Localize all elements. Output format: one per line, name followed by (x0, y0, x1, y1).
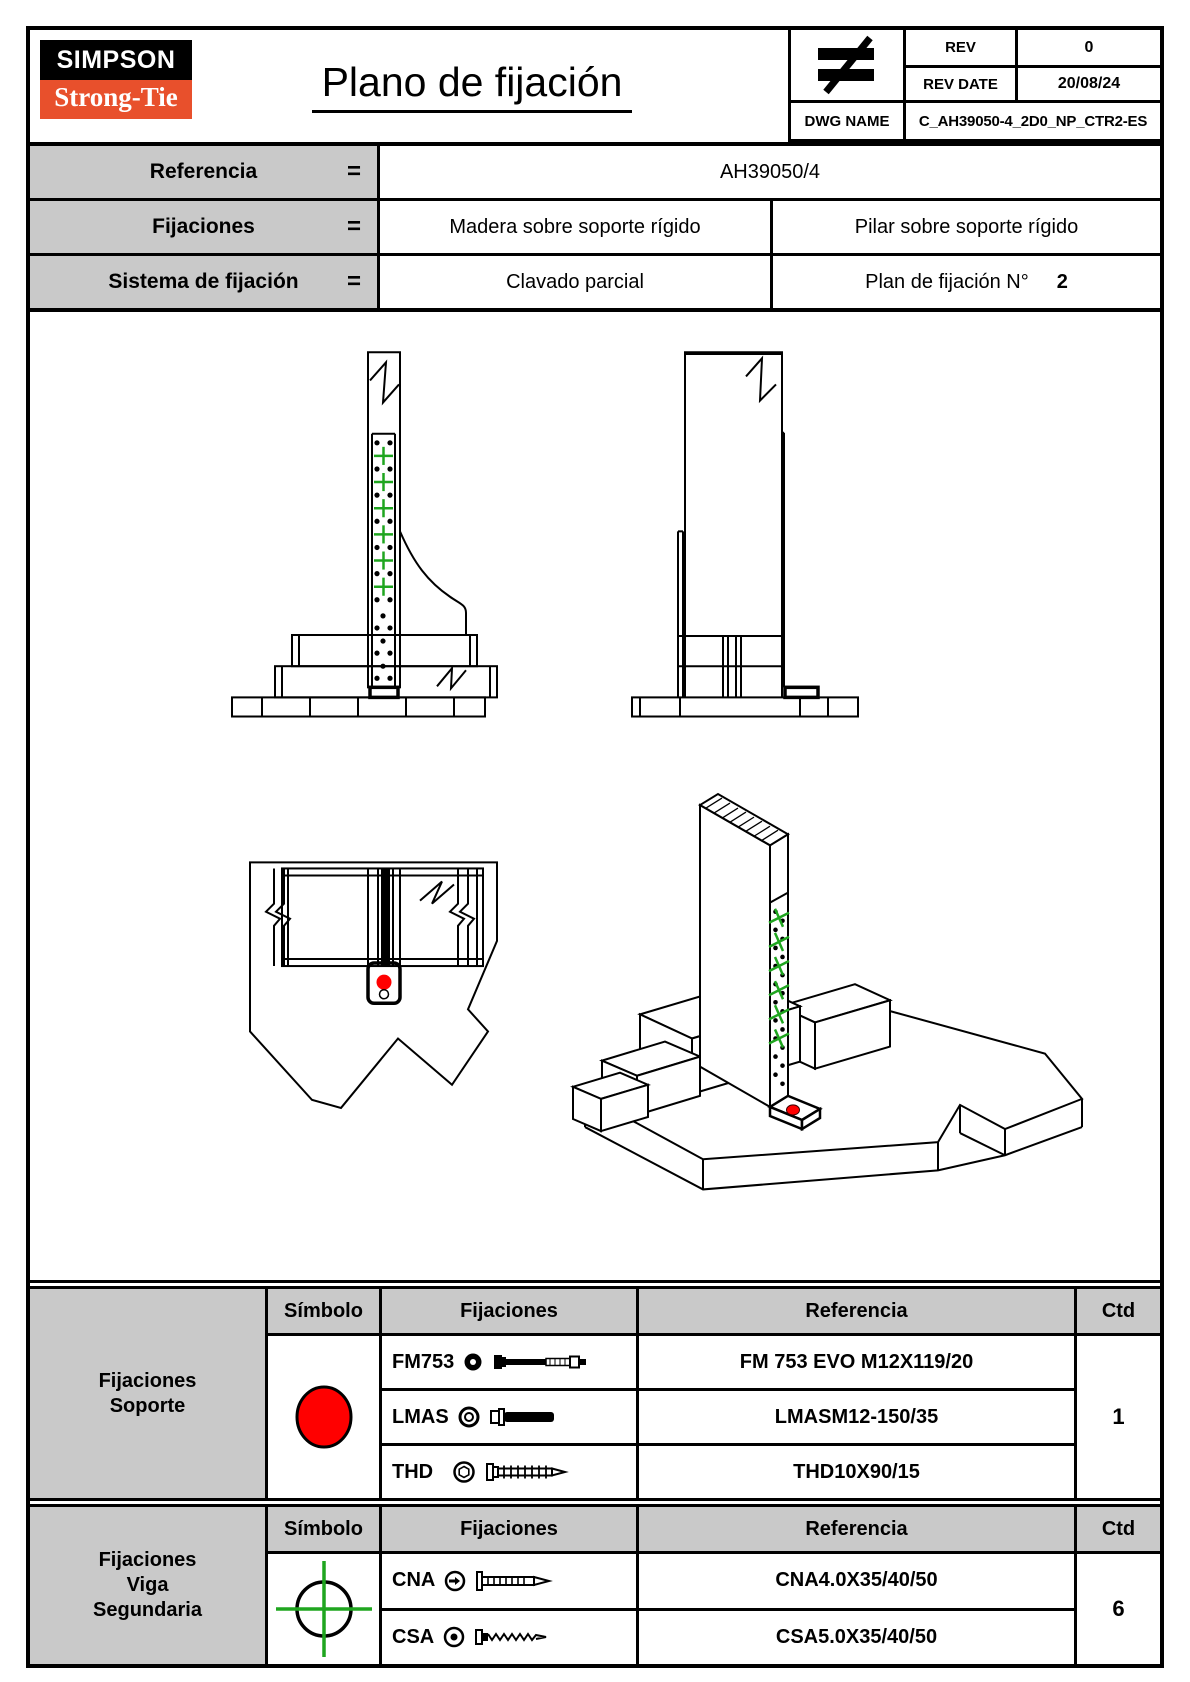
sistema-value: Clavado parcial (506, 270, 644, 293)
col-header-fijaciones: Fijaciones (379, 1507, 636, 1551)
screw-csa-icon (474, 1625, 560, 1649)
rev-label: REV (903, 30, 1015, 65)
plan-number-cell (770, 256, 1160, 308)
secondary-group-line1: Fijaciones (98, 1549, 197, 1571)
support-group-line2: Soporte (109, 1394, 186, 1417)
plan-view-drawing (250, 862, 497, 1108)
equals-sign: = (346, 268, 361, 295)
fixing-code: LMAS (392, 1405, 449, 1428)
plan-label: Plan de fijación N° (865, 270, 1029, 293)
fixing-code: CNA (392, 1569, 436, 1592)
support-group-label (30, 1289, 265, 1498)
nail-cna-icon (475, 1569, 561, 1593)
reference-lmas: LMASM12-150/35 (636, 1388, 1074, 1443)
fixing-row-lmas (379, 1388, 636, 1443)
sistema-row (30, 256, 1160, 308)
equals-sign: = (346, 158, 361, 185)
side-view-drawing (632, 352, 858, 716)
bolt-fm753-icon (492, 1350, 592, 1374)
fijaciones-label (30, 201, 380, 253)
fijaciones-value-left: Madera sobre soporte rígido (449, 215, 701, 238)
secondary-group-label (30, 1507, 265, 1664)
support-group-line1: Fijaciones (98, 1369, 197, 1392)
plan-number: 2 (1056, 270, 1068, 293)
anchor-symbol-plan (377, 975, 392, 990)
support-qty: 1 (1074, 1333, 1160, 1498)
washer-icon (463, 1352, 483, 1372)
fixing-code: CSA (392, 1625, 435, 1648)
drawing-sheet (26, 26, 1164, 1668)
referencia-row (30, 146, 1160, 201)
referencia-label-text: Referencia (149, 160, 258, 183)
col-header-ctd: Ctd (1074, 1507, 1160, 1551)
secondary-qty: 6 (1074, 1551, 1160, 1664)
equals-sign: = (346, 213, 361, 240)
ring-washer-icon (458, 1406, 480, 1428)
col-header-simbolo: Símbolo (265, 1507, 379, 1551)
company-logo (30, 30, 208, 142)
red-circle-icon (291, 1382, 357, 1452)
rev-date-value: 20/08/24 (1015, 65, 1160, 100)
fixing-row-csa (379, 1608, 636, 1665)
dwg-name-label: DWG NAME (791, 100, 903, 139)
technical-views (30, 312, 1160, 1280)
fixing-row-thd (379, 1443, 636, 1498)
referencia-value: AH39050/4 (719, 160, 821, 183)
isometric-view-drawing (573, 794, 1082, 1189)
referencia-label (30, 146, 380, 198)
info-table (30, 146, 1160, 312)
sistema-label-text: Sistema de fijación (108, 270, 299, 293)
support-symbol-cell (265, 1333, 379, 1498)
fixing-row-fm753 (379, 1333, 636, 1388)
sistema-label (30, 256, 380, 308)
support-fixings-table (30, 1280, 1160, 1498)
front-view-drawing (232, 352, 497, 716)
fijaciones-value-right: Pilar sobre soporte rígido (770, 201, 1160, 253)
fijaciones-label-text: Fijaciones (152, 215, 255, 238)
simpson-logo-text: SIMPSON (40, 40, 192, 80)
drawing-area (30, 312, 1160, 1280)
bolt-lmas-icon (489, 1405, 561, 1429)
fixing-row-cna (379, 1551, 636, 1608)
strongtie-logo-text: Strong-Tie (40, 80, 192, 119)
screw-thd-icon (485, 1460, 573, 1484)
fixing-code: FM753 (392, 1350, 455, 1373)
col-header-simbolo: Símbolo (265, 1289, 379, 1333)
secondary-symbol-cell (265, 1551, 379, 1664)
page-title: Plano de fijación (312, 59, 633, 113)
not-equal-icon (791, 30, 903, 100)
nail-head-circle-icon (444, 1570, 466, 1592)
col-header-fijaciones: Fijaciones (379, 1289, 636, 1333)
reference-fm753: FM 753 EVO M12X119/20 (636, 1333, 1074, 1388)
dot-circle-icon (443, 1626, 465, 1648)
green-crosshair-icon (270, 1555, 378, 1663)
fijaciones-row (30, 201, 1160, 256)
col-header-ctd: Ctd (1074, 1289, 1160, 1333)
reference-csa: CSA5.0X35/40/50 (636, 1608, 1074, 1665)
col-header-referencia: Referencia (636, 1507, 1074, 1551)
fixing-code: THD (392, 1460, 434, 1483)
dwg-name-value: C_AH39050-4_2D0_NP_CTR2-ES (903, 100, 1160, 139)
rev-date-label: REV DATE (903, 65, 1015, 100)
reference-thd: THD10X90/15 (636, 1443, 1074, 1498)
reference-cna: CNA4.0X35/40/50 (636, 1551, 1074, 1608)
secondary-fixings-table (30, 1498, 1160, 1664)
secondary-group-line3: Segundaria (93, 1599, 202, 1621)
secondary-group-line2: Viga (126, 1574, 169, 1596)
anchor-symbol-iso (787, 1105, 800, 1115)
hex-ring-icon (452, 1460, 476, 1484)
title-block (30, 30, 1160, 146)
col-header-referencia: Referencia (636, 1289, 1074, 1333)
rev-value: 0 (1015, 30, 1160, 65)
revision-block (736, 30, 1160, 142)
